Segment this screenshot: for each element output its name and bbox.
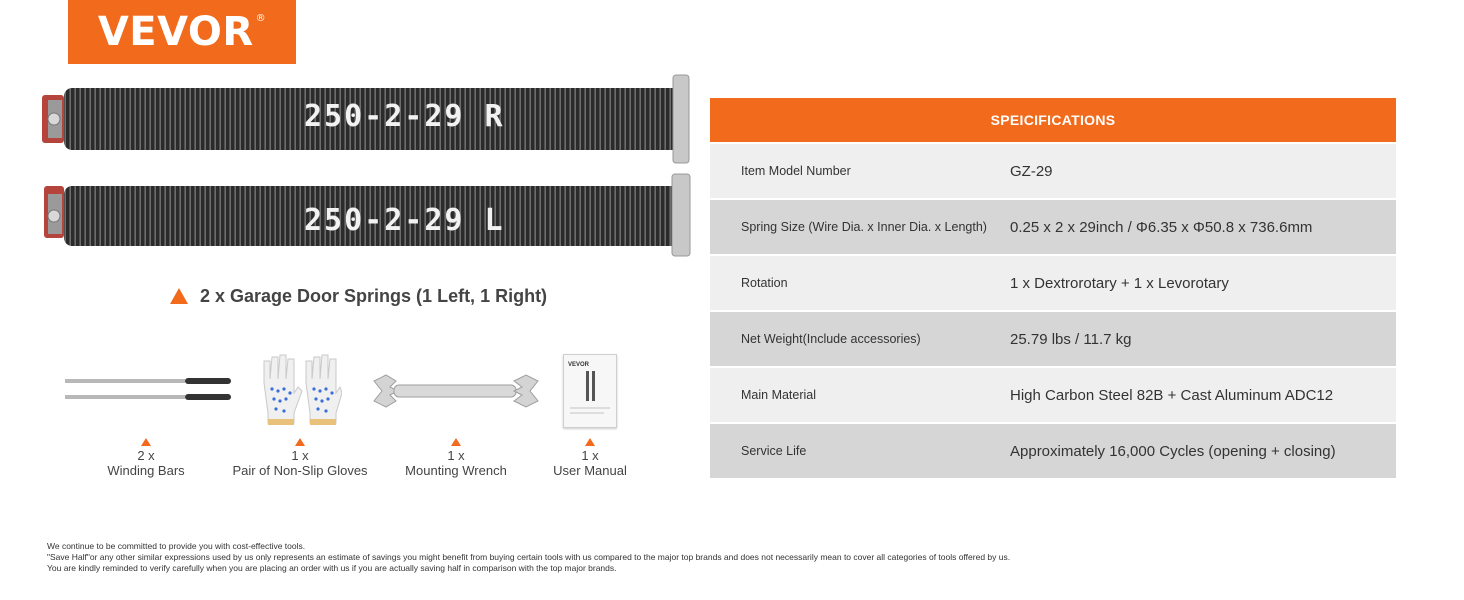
specifications-title: SPEICIFICATIONS	[710, 98, 1396, 142]
spec-row	[710, 256, 1396, 310]
spec-key: Spring Size (Wire Dia. x Inner Dia. x Length)	[741, 220, 987, 234]
springs-image	[36, 70, 696, 260]
disclaimer	[47, 541, 1010, 574]
winding-bars-image	[60, 350, 232, 432]
spec-value: 0.25 x 2 x 29inch / Φ6.35 x Φ50.8 x 736.6mm	[1010, 218, 1313, 236]
spring-right	[42, 75, 689, 163]
spec-row	[710, 424, 1396, 478]
accessory-qty: 1 x	[291, 448, 309, 463]
disclaimer-line: "Save Half"or any other similar expressions used by us only represents an estimate of savings you might benefit from buying certain tools with us compared to the major top brands and does not necessarily mean to cover all categories of tools offered by us.	[47, 552, 1011, 562]
spec-value: GZ-29	[1010, 162, 1053, 180]
accessory-qty: 1 x	[447, 448, 465, 463]
manual-image	[540, 350, 640, 432]
orange-triangle-icon	[141, 438, 151, 446]
spec-value: High Carbon Steel 82B + Cast Aluminum ADC12	[1010, 386, 1334, 404]
spec-row	[710, 200, 1396, 254]
vevor-logo	[68, 0, 296, 64]
gloves-image	[222, 350, 378, 432]
spring-left-label: 250-2-29 L	[304, 203, 505, 238]
headline-text: 2 x Garage Door Springs (1 Left, 1 Right)	[200, 285, 548, 306]
accessory-user-manual	[540, 350, 640, 478]
spec-key: Net Weight(Include accessories)	[741, 332, 921, 346]
orange-triangle-icon	[295, 438, 305, 446]
accessory-qty: 1 x	[581, 448, 599, 463]
spec-value: Approximately 16,000 Cycles (opening + closing)	[1010, 442, 1336, 460]
accessory-qty: 2 x	[137, 448, 155, 463]
accessory-winding-bars	[60, 350, 232, 478]
orange-triangle-icon	[170, 288, 188, 304]
spec-row	[710, 368, 1396, 422]
spec-value: 1 x Dextrorotary + 1 x Levorotary	[1010, 274, 1229, 292]
spec-row	[710, 144, 1396, 198]
accessory-name: User Manual	[553, 463, 627, 478]
spring-left	[44, 174, 690, 256]
specifications-table	[710, 98, 1396, 478]
accessory-gloves	[222, 350, 378, 478]
spec-row	[710, 312, 1396, 366]
logo-text: VEVOR	[97, 9, 254, 55]
manual-brand: VEVOR	[568, 362, 590, 368]
accessory-name: Pair of Non-Slip Gloves	[232, 463, 368, 478]
spring-right-label: 250-2-29 R	[304, 99, 505, 134]
orange-triangle-icon	[451, 438, 461, 446]
spec-key: Service Life	[741, 444, 807, 458]
accessory-wrench	[368, 350, 544, 478]
spec-key: Rotation	[741, 276, 788, 290]
disclaimer-line: We continue to be committed to provide you with cost-effective tools.	[47, 541, 306, 551]
accessory-name: Winding Bars	[107, 463, 185, 478]
spec-key: Item Model Number	[741, 164, 851, 178]
accessory-name: Mounting Wrench	[405, 463, 507, 478]
orange-triangle-icon	[585, 438, 595, 446]
disclaimer-line: You are kindly reminded to verify carefully when you are placing an order with us if you are actually saving half in comparison with the top major brands.	[47, 563, 617, 573]
spec-value: 25.79 lbs / 11.7 kg	[1010, 330, 1132, 348]
registered-mark: ®	[255, 12, 267, 24]
springs-headline	[170, 282, 547, 310]
wrench-image	[368, 350, 544, 432]
spec-key: Main Material	[741, 388, 817, 402]
